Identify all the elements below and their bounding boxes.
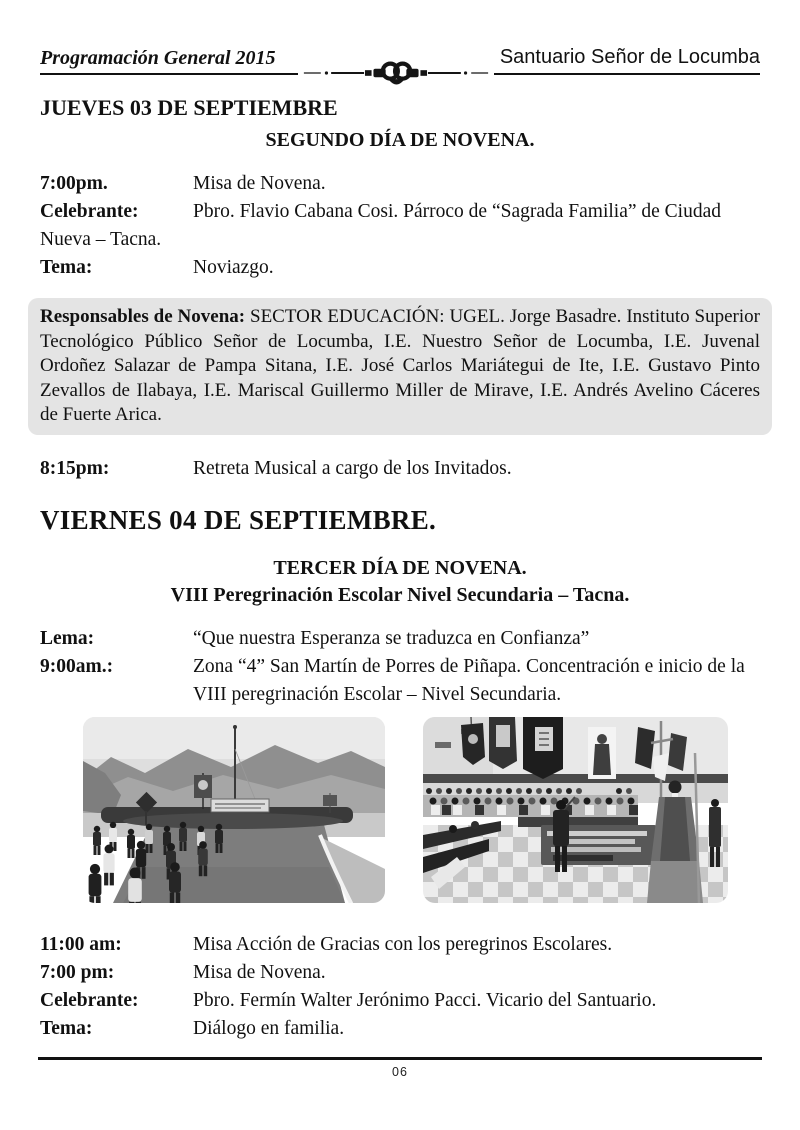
day2-schedule-top <box>40 625 760 709</box>
entry-text: Misa de Novena. <box>193 173 326 194</box>
header-right-title: Santuario Señor de Locumba <box>494 46 760 75</box>
entry-text: Misa Acción de Gracias con los peregrinos Escolares. <box>193 933 613 955</box>
schedule-row <box>40 170 760 198</box>
footer-rule <box>38 1057 762 1060</box>
time-label: 9:00am.: <box>40 655 114 677</box>
schedule-row <box>40 959 760 987</box>
schedule-row <box>40 625 760 653</box>
day2-subtitle-2: VIII Peregrinación Escolar Nivel Secundaria – Tacna. <box>170 583 630 606</box>
theme-label: Tema: <box>40 257 93 278</box>
day1-title: JUEVES 03 DE SEPTIEMBRE <box>40 95 338 120</box>
lema-label: Lema: <box>40 627 95 649</box>
page-header <box>40 46 760 75</box>
time-label: 11:00 am: <box>40 933 122 955</box>
entry-text: Noviazgo. <box>193 257 274 278</box>
header-left-title: Programación General 2015 <box>40 47 298 75</box>
time-label: 8:15pm: <box>40 457 110 479</box>
entry-text: “Que nuestra Esperanza se traduzca en Confianza” <box>193 627 590 649</box>
celebrant-label: Celebrante: <box>40 201 139 222</box>
page-number: 06 <box>392 1064 408 1079</box>
entry-text: Diálogo en familia. <box>193 1017 345 1039</box>
responsables-label: Responsables de Novena: <box>40 306 246 327</box>
day2-subtitle-1: TERCER DÍA DE NOVENA. <box>273 556 527 579</box>
photo-church-mass <box>423 717 728 903</box>
entry-text: Zona “4” San Martín de Porres de Piñapa. Concentración e inicio de la VIII peregrinación Escolar – Nivel Secundaria. <box>193 655 745 705</box>
photo-strip <box>83 717 760 903</box>
entry-text: Retreta Musical a cargo de los Invitados. <box>193 457 512 479</box>
schedule-row <box>40 987 760 1015</box>
entry-text: Pbro. Flavio Cabana Cosi. Párroco de “Sagrada Familia” de Ciudad Nueva – Tacna. <box>40 201 722 250</box>
schedule-row <box>40 931 760 959</box>
photo-peregrination-road <box>83 717 385 903</box>
responsables-box <box>28 298 772 435</box>
time-label: 7:00 pm: <box>40 961 115 983</box>
schedule-row <box>40 653 760 709</box>
header-divider-ornament <box>302 56 490 90</box>
schedule-row <box>40 1015 760 1043</box>
entry-text: Pbro. Fermín Walter Jerónimo Pacci. Vicario del Santuario. <box>193 989 657 1011</box>
schedule-row <box>40 254 760 282</box>
time-label: 7:00pm. <box>40 173 108 194</box>
day2-title: VIERNES 04 DE SEPTIEMBRE. <box>40 504 437 535</box>
entry-text: Misa de Novena. <box>193 961 326 983</box>
celebrant-label: Celebrante: <box>40 989 139 1011</box>
day1-subtitle: SEGUNDO DÍA DE NOVENA. <box>265 129 535 151</box>
schedule-row <box>40 198 760 254</box>
day1-schedule <box>40 170 760 282</box>
day2-schedule-bottom <box>40 931 760 1043</box>
theme-label: Tema: <box>40 1017 93 1039</box>
responsables-text: SECTOR EDUCACIÓN: UGEL. Jorge Basadre. Instituto Superior Tecnológico Público Señor de Locumba, I.E. Nuestro Señor de Locumba, I.E. Juvenal Ordoñez Salazar de Pampa Sitana, I.E. José Carlos Mariátegui de Ite, I.E. Gustavo Pinto Zevallos de Ilabaya, I.E. Mariscal Guillermo Miller de Mirave, I.E. Andrés Avelino Cáceres de Fuerte Arica. <box>40 306 760 425</box>
schedule-row <box>40 455 760 483</box>
